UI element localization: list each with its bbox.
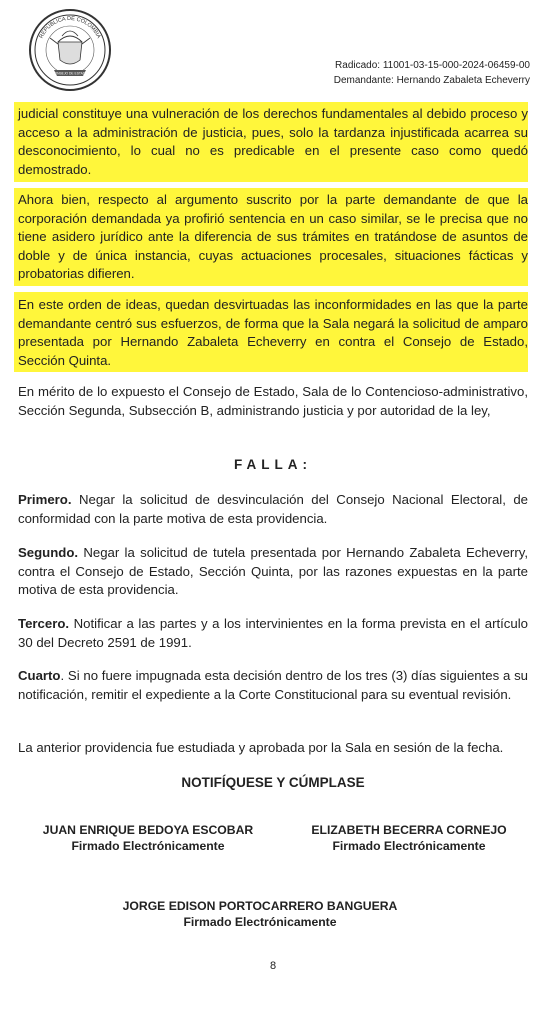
order-label: Segundo.	[18, 545, 79, 560]
falla-title: FALLA:	[234, 457, 312, 472]
order-cuarto	[18, 667, 528, 704]
order-text: Negar la solicitud de tutela presentada por Hernando Zabaleta Echeverry, contra el Consejo de Estado, Sección Quinta, por las razones expuestas en la parte motiva de esta providencia.	[18, 545, 528, 598]
order-segundo	[18, 544, 528, 600]
paragraph-3: En este orden de ideas, quedan desvirtuadas las inconformidades en las que la parte demandante centró sus esfuerzos, de forma que la Sala negará la solicitud de amparo presentada por Hernando Zabaleta Echeverry en contra el Consejo de Estado, Sección Quinta.	[18, 297, 528, 368]
radicado-label: Radicado:	[335, 60, 381, 71]
paragraph-2: Ahora bien, respecto al argumento suscrito por la parte demandante de que la corporación demandada ya profirió sentencia en un caso similar, se le precisa que no tiene asidero jurídico ante la diferencia de sus trámites en tratándose de asuntos de doble y de única instancia, cuyas actuaciones procesales, situaciones fácticas y probatorias difieren.	[18, 192, 528, 282]
case-header	[334, 58, 530, 88]
demandante-label: Demandante:	[333, 75, 394, 86]
signature-status: Firmado Electrónicamente	[71, 839, 225, 853]
demandante-line	[334, 73, 530, 88]
paragraph-1: judicial constituye una vulneración de los derechos fundamentales al debido proceso y acceso a la administración de justicia, pues, solo la tardanza injustificada acarrea su desconocimiento, lo cual no es predicable en el presente caso como quedó demostrado.	[18, 106, 528, 177]
consejo-de-estado-seal-icon	[28, 8, 112, 92]
closing-paragraph: La anterior providencia fue estudiada y aprobada por la Sala en sesión de la fecha.	[18, 740, 504, 755]
order-text: Notificar a las partes y a los intervinientes en la forma prevista en el artículo 30 del Decreto 2591 de 1991.	[18, 616, 528, 650]
signer-name: JUAN ENRIQUE BEDOYA ESCOBAR	[42, 823, 254, 837]
signature-status: Firmado Electrónicamente	[332, 839, 486, 853]
order-label: Cuarto	[18, 668, 61, 683]
order-text: Negar la solicitud de desvinculación del Consejo Nacional Electoral, de conformidad con la parte motiva de esta providencia.	[18, 492, 528, 526]
radicado-value: 11001-03-15-000-2024-06459-00	[382, 60, 530, 71]
order-tercero	[18, 615, 528, 652]
demandante-value: Hernando Zabaleta Echeverry	[396, 75, 530, 86]
signature-block-1	[28, 822, 268, 854]
page-number: 8	[269, 960, 277, 972]
signature-status: Firmado Electrónicamente	[183, 915, 337, 929]
notify-heading: NOTIFÍQUESE Y CÚMPLASE	[181, 775, 365, 790]
order-label: Tercero.	[18, 616, 70, 631]
paragraph-4: En mérito de lo expuesto el Consejo de Estado, Sala de lo Contencioso-administrativo, Sección Segunda, Subsección B, administrando justicia y por autoridad de la ley,	[18, 384, 528, 418]
signer-name: JORGE EDISON PORTOCARRERO BANGUERA	[122, 899, 398, 913]
radicado-line	[334, 58, 530, 73]
signature-block-3	[100, 898, 420, 930]
order-label: Primero.	[18, 492, 72, 507]
order-text: . Si no fuere impugnada esta decisión dentro de los tres (3) días siguientes a su notificación, remitir el expediente a la Corte Constitucional para su eventual revisión.	[18, 668, 528, 702]
svg-text:CONSEJO DE ESTADO: CONSEJO DE ESTADO	[52, 71, 88, 76]
signature-block-2	[296, 822, 522, 854]
svg-text:REPÚBLICA DE COLOMBIA: REPÚBLICA DE COLOMBIA	[38, 15, 102, 40]
signer-name: ELIZABETH BECERRA CORNEJO	[311, 823, 507, 837]
order-primero	[18, 491, 528, 528]
